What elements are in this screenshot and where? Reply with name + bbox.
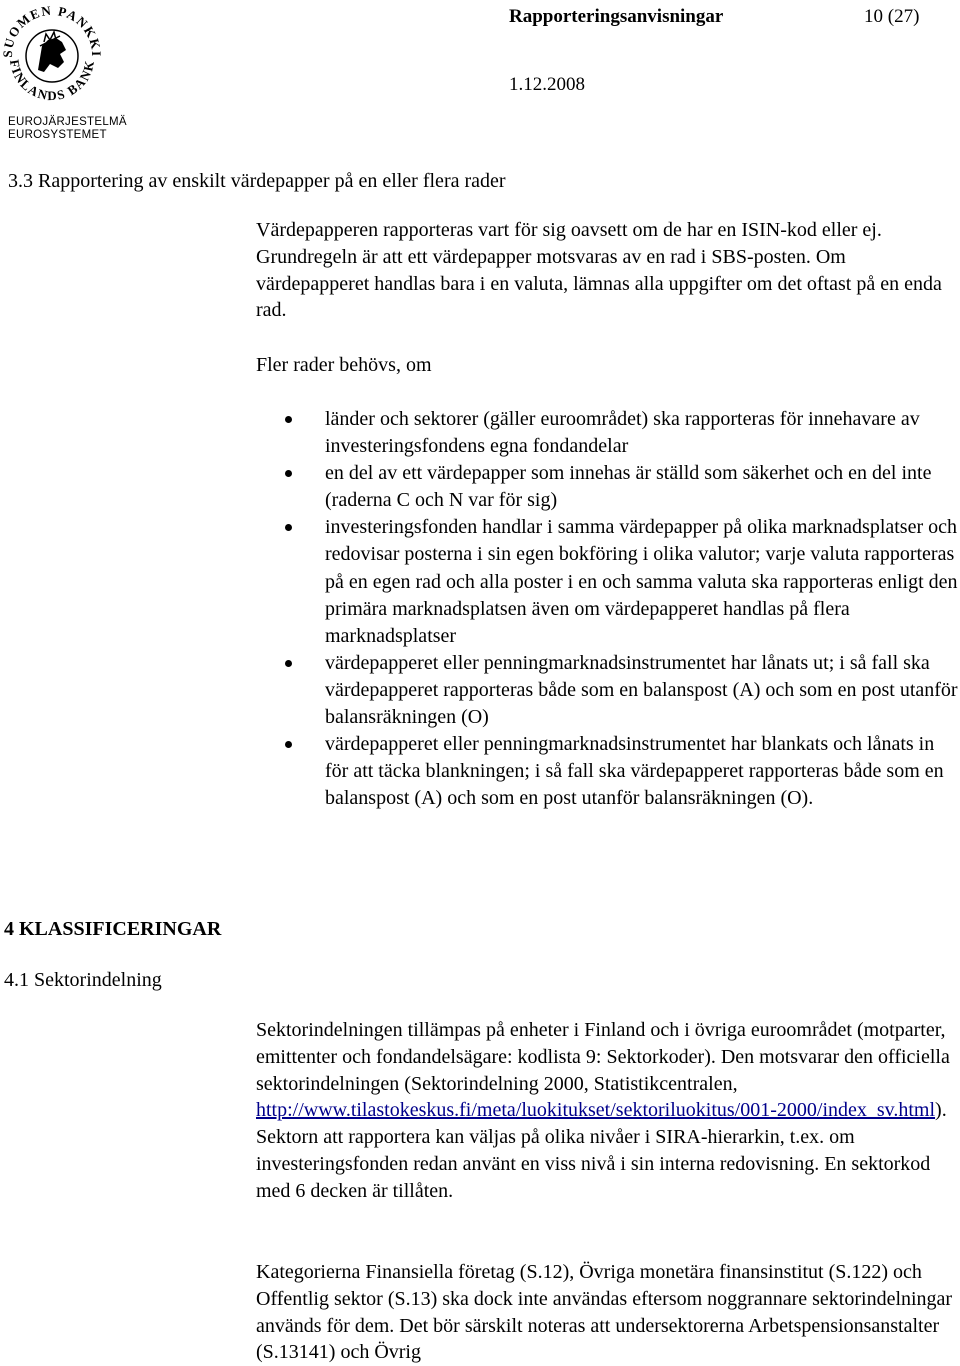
document-title: Rapporteringsanvisningar	[509, 6, 724, 27]
svg-text:SUOMEN PANKKI: SUOMEN PANKKI	[0, 2, 104, 58]
bullet-icon	[285, 416, 292, 423]
svg-text:FINLANDS BANK: FINLANDS BANK	[6, 58, 98, 104]
bullet-icon	[285, 741, 292, 748]
section-4-heading: 4 KLASSIFICERINGAR	[4, 918, 222, 940]
list-item	[256, 460, 960, 514]
document-date: 1.12.2008	[509, 74, 585, 95]
paragraph-text: ). Sektorn att rapportera kan väljas på olika nivåer i SIRA-hierarkin, t.ex. om investeringsfonden redan använt en viss nivå i sin interna redovisning. En sektorkod med 6 decken är tillåten.	[256, 1099, 947, 1202]
section-3-3-paragraph-2: Fler rader behövs, om	[256, 354, 432, 376]
bullet-icon	[285, 470, 292, 477]
section-3-3-paragraph-1: Värdepapperen rapporteras vart för sig oavsett om de har en ISIN-kod eller ej. Grundregeln är att ett värdepapper motsvaras av en rad i SBS-posten. Om värdepapperet handlas bara i en valuta, lämnas alla uppgifter om det oftast på en enda rad.	[256, 219, 942, 322]
list-item-text: värdepapperet eller penningmarknadsinstrumentet har blankats och lånats in för att täcka blankningen; i så fall ska värdepapperet rapporteras både som en balanspost (A) och som en post utanför balansräkningen (O).	[325, 733, 944, 810]
list-item	[256, 514, 960, 649]
statistics-finland-link[interactable]: http://www.tilastokeskus.fi/meta/luokitukset/sektoriluokitus/001-2000/index_sv.html	[256, 1099, 936, 1122]
bank-seal-icon	[0, 0, 104, 110]
list-item	[256, 650, 960, 731]
section-4-1-paragraph-2: Kategorierna Finansiella företag (S.12), Övriga monetära finansinstitut (S.122) och Offentlig sektor (S.13) ska dock inte användas eftersom noggrannare sektorindelningar används för dem. Det bör särskilt noteras att undersektorerna Arbetspensionsanstalter (S.13141) och Övrig	[256, 1261, 953, 1364]
paragraph-text: Sektorindelningen tillämpas på enheter i Finland och i övriga euroområdet (motparter, emittenter och fondandelsägare: kodlista 9: Sektorkoder). Den motsvarar den officiella sektorindelningen (Sektorindelning 2000, Statistikcentralen,	[256, 1019, 950, 1095]
list-item	[256, 406, 960, 460]
section-4-1-paragraph-1	[256, 1017, 956, 1205]
list-item-text: länder och sektorer (gäller euroområdet) ska rapporteras för innehavare av investeringsfondens egna fondandelar	[325, 408, 920, 458]
section-4-1-heading: 4.1 Sektorindelning	[4, 969, 162, 991]
bullet-icon	[285, 660, 292, 667]
bullet-icon	[285, 524, 292, 531]
list-item-text: investeringsfonden handlar i samma värdepapper på olika marknadsplatser och redovisar posterna i sin egen bokföring i olika valutor; varje valuta rapporteras på en egen rad och alla poster i en och samma valuta ska rapporteras enligt den primära marknadsplatsen även om värdepapperet handlas på flera marknadsplatser	[325, 516, 958, 647]
logo-eurosystemet-text: EUROSYSTEMET	[8, 129, 107, 141]
logo-eurojarjestelma-text: EUROJÄRJESTELMÄ	[8, 116, 127, 128]
list-item-text: en del av ett värdepapper som innehas är ställd som säkerhet och en del inte (raderna C och N var för sig)	[325, 462, 932, 512]
list-item-text: värdepapperet eller penningmarknadsinstrumentet har lånats ut; i så fall ska värdepapperet rapporteras både som en balanspost (A) och som en post utanför balansräkningen (O)	[325, 651, 958, 729]
page-number: 10 (27)	[864, 6, 920, 27]
bank-logo	[0, 0, 127, 141]
list-item	[256, 731, 960, 812]
rows-needed-list	[256, 406, 960, 812]
section-3-3-heading: 3.3 Rapportering av enskilt värdepapper på en eller flera rader	[8, 170, 506, 192]
